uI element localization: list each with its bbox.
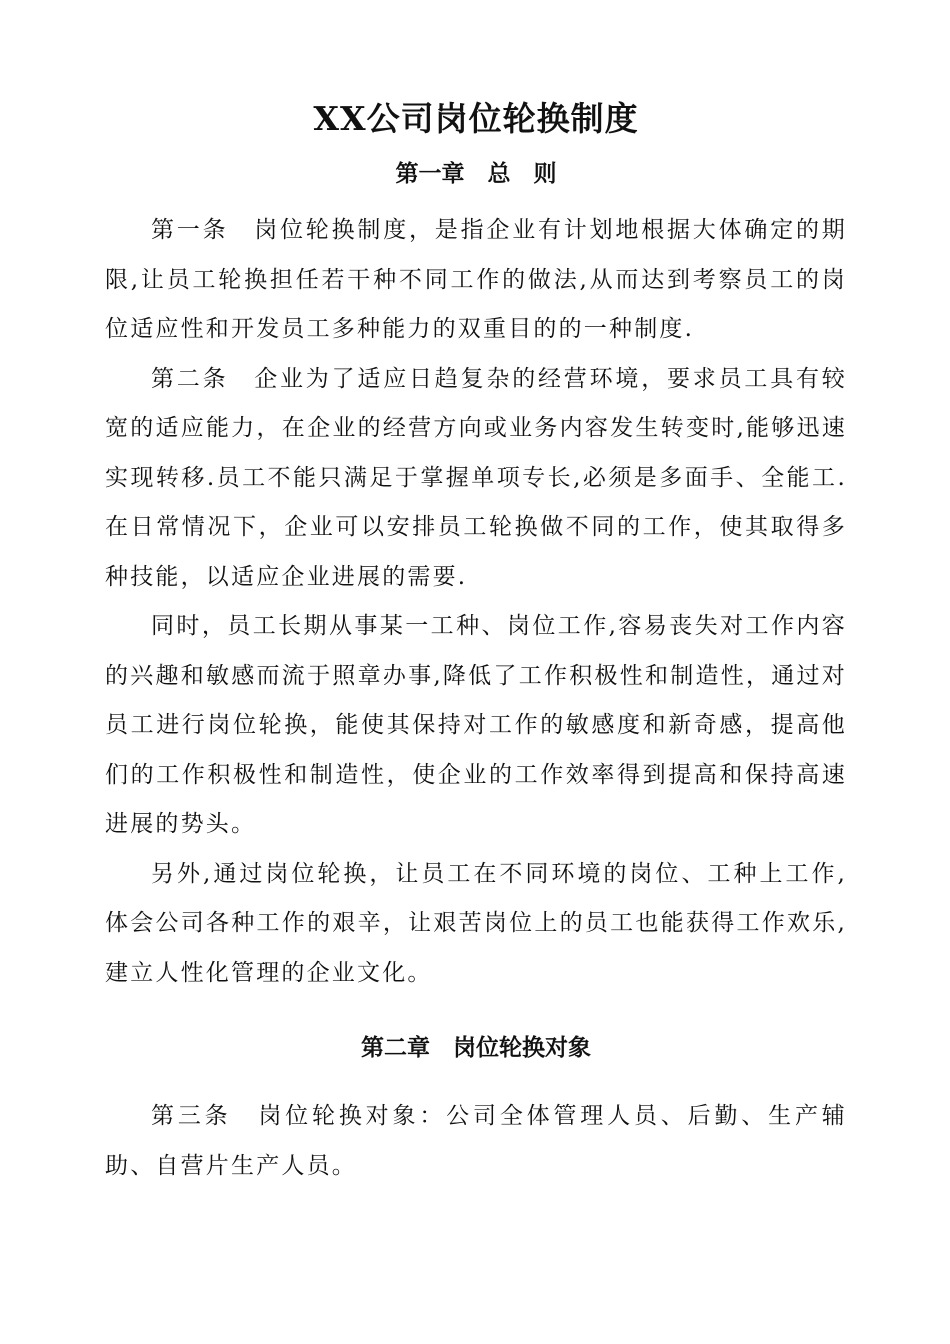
article-2-additional-paragraph: 另外,通过岗位轮换，让员工在不同环境的岗位、工种上工作,体会公司各种工作的艰辛，让艰苦岗位上的员工也能获得工作欢乐,建立人性化管理的企业文化。 [105,860,847,986]
article-3-paragraph: 第三条 岗位轮换对象：公司全体管理人员、后勤、生产辅助、自营片生产人员。 [105,1103,847,1179]
chapter-1-heading: 第一章 总 则 [395,160,557,187]
document-page [105,92,847,1191]
article-1-paragraph: 第一条 岗位轮换制度，是指企业有计划地根据大体确定的期限,让员工轮换担任若干种不同工作的做法,从而达到考察员工的岗位适应性和开发员工多种能力的双重目的的一种制度. [105,217,847,342]
document-title: XX公司岗位轮换制度 [313,99,639,138]
chapter-2-heading: 第二章 岗位轮换对象 [361,1034,591,1061]
article-2-paragraph: 第二条 企业为了适应日趋复杂的经营环境，要求员工具有较宽的适应能力，在企业的经营方向或业务内容发生转变时,能够迅速实现转移.员工不能只满足于掌握单项专长,必须是多面手、全能工.在日常情况下，企业可以安排员工轮换做不同的工作，使其取得多种技能，以适应企业进展的需要. [105,365,847,590]
article-2-continuation-paragraph: 同时，员工长期从事某一工种、岗位工作,容易丧失对工作内容的兴趣和敏感而流于照章办事,降低了工作积极性和制造性，通过对员工进行岗位轮换，能使其保持对工作的敏感度和新奇感，提高他们的工作积极性和制造性，使企业的工作效率得到提高和保持高速进展的势头。 [105,613,847,837]
